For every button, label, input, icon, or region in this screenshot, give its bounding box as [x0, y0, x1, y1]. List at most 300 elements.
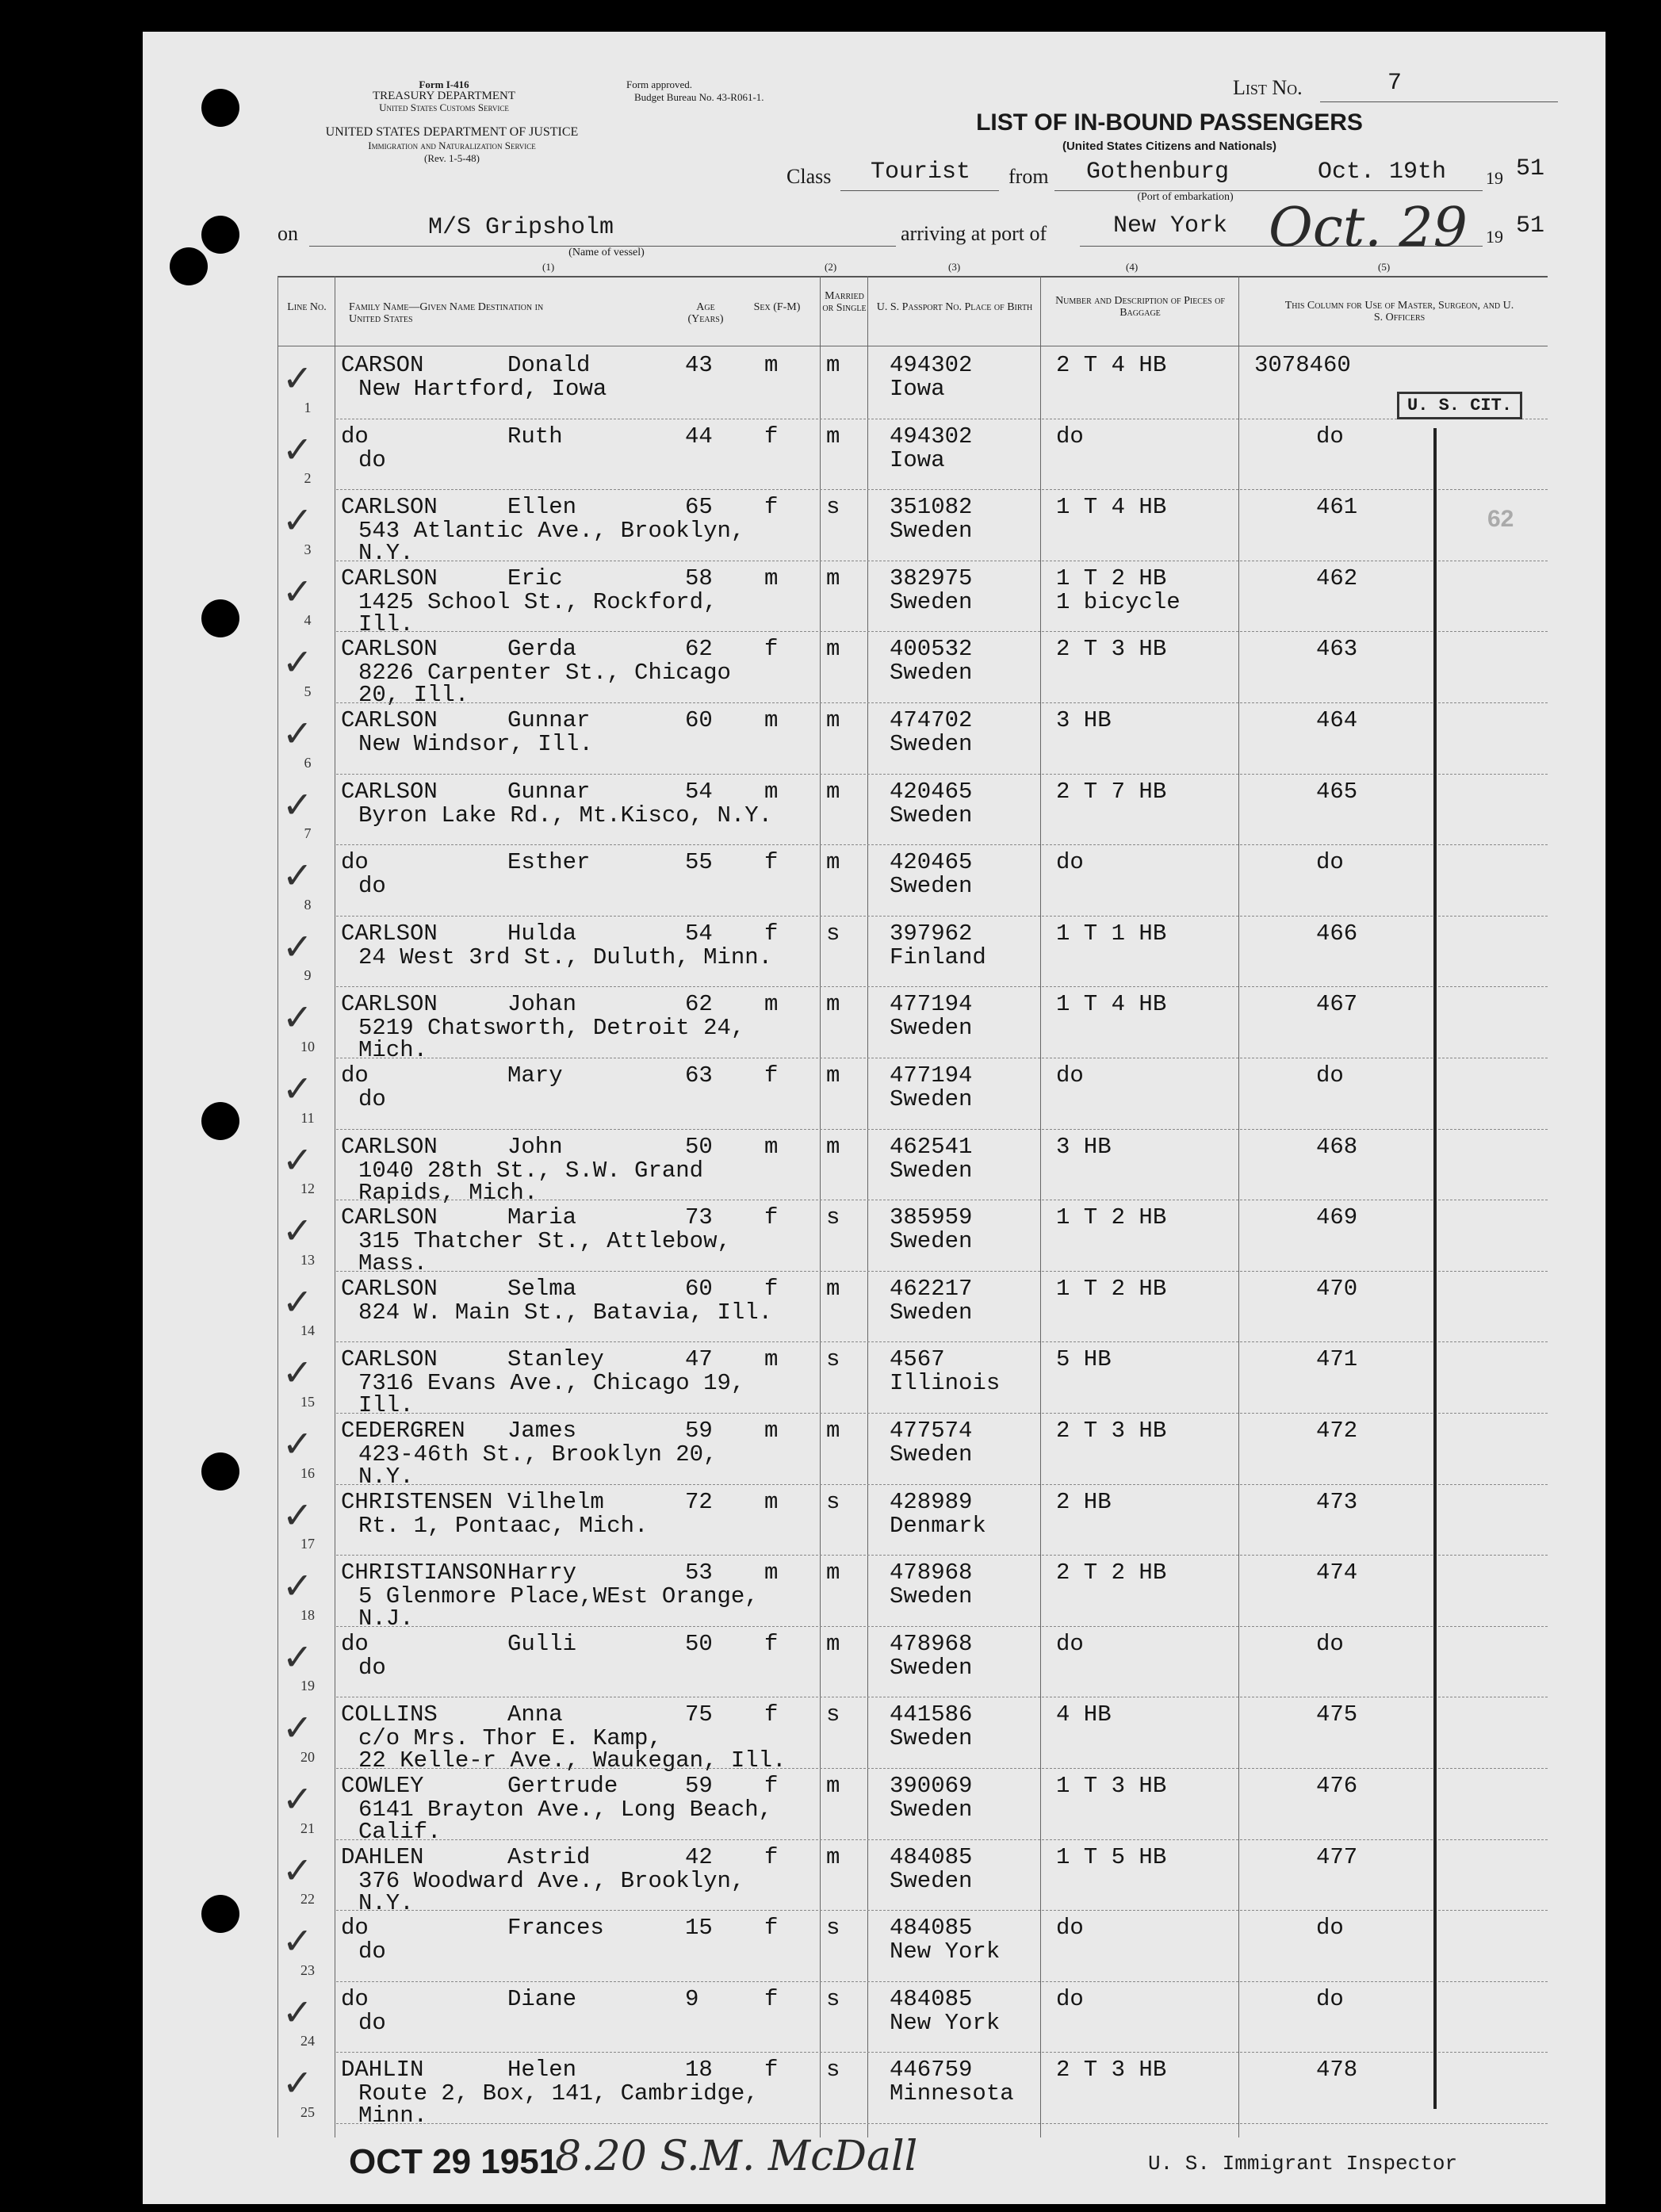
baggage-extra: 1 bicycle [1056, 588, 1181, 615]
destination-line1: Rt. 1, Pontaac, Mich. [358, 1512, 649, 1539]
place-of-birth: Iowa [890, 376, 945, 402]
sex: m [764, 1488, 779, 1515]
age: 9 [685, 1985, 699, 2012]
place-of-birth: Sweden [890, 1797, 973, 1823]
given-name: Mary [507, 1062, 563, 1089]
destination-line1: do [358, 1086, 386, 1112]
check-mark-icon: ✓ [282, 1919, 313, 1963]
place-of-birth: Sweden [890, 1441, 973, 1468]
from-rule [1054, 190, 1483, 191]
check-mark-icon: ✓ [282, 641, 313, 684]
passport-no: 474702 [890, 707, 973, 733]
destination-line1: 5 Glenmore Place,WEst Orange, [358, 1583, 759, 1610]
class-label: Class [786, 165, 832, 188]
sex: f [764, 849, 779, 876]
col-header-baggage: Number and Description of Pieces of Baggage [1055, 295, 1225, 319]
sex: m [764, 352, 779, 378]
family-name: CARLSON [341, 707, 438, 733]
place-of-birth: New York [890, 2009, 1001, 2036]
page-title: LIST OF IN-BOUND PASSENGERS [976, 109, 1363, 136]
place-of-birth: Sweden [890, 1015, 973, 1042]
destination-line1: 1040 28th St., S.W. Grand [358, 1157, 704, 1184]
age: 15 [685, 1915, 713, 1942]
destination-line1: New Windsor, Ill. [358, 731, 593, 757]
passport-no: 441586 [890, 1701, 973, 1728]
baggage: 3 HB [1056, 707, 1112, 733]
line-number: 14 [300, 1322, 315, 1339]
destination-line1: 6141 Brayton Ave., Long Beach, [358, 1797, 773, 1823]
passport-no: 478968 [890, 1559, 973, 1586]
place-of-birth: Sweden [890, 518, 973, 545]
baggage: 1 T 2 HB [1056, 1204, 1167, 1231]
line-number: 2 [304, 470, 312, 487]
place-of-birth: Sweden [890, 1654, 973, 1681]
date-stamp: OCT 29 1951 [349, 2142, 559, 2181]
marital-status: m [826, 423, 840, 450]
family-name: CEDERGREN [341, 1418, 465, 1444]
baggage: 2 HB [1056, 1488, 1112, 1515]
check-mark-icon: ✓ [282, 1635, 313, 1678]
destination-line1: 315 Thatcher St., Attlebow, [358, 1228, 731, 1255]
officer-note: 476 [1316, 1773, 1358, 1799]
sex: m [764, 1346, 779, 1373]
row-divider [336, 702, 1548, 703]
place-of-birth: Sweden [890, 1086, 973, 1112]
baggage: 2 T 3 HB [1056, 2057, 1167, 2084]
family-name: do [341, 1985, 369, 2012]
place-of-birth: Illinois [890, 1370, 1001, 1397]
us-cit-stamp: U. S. CIT. [1397, 392, 1522, 419]
age: 58 [685, 564, 713, 591]
sex: f [764, 1204, 779, 1231]
destination-line2: Calif. [358, 1819, 442, 1845]
passport-no: 477574 [890, 1418, 973, 1444]
baggage: do [1056, 1985, 1084, 2012]
officer-note: do [1316, 423, 1344, 450]
sex: f [764, 2057, 779, 2084]
col-divider [277, 276, 278, 2137]
list-no-value: 7 [1387, 70, 1403, 97]
sex: f [764, 1275, 779, 1302]
passport-no: 400532 [890, 636, 973, 663]
row-divider [336, 1484, 1548, 1485]
age: 53 [685, 1559, 713, 1586]
list-no-label: List No. [1233, 76, 1303, 99]
destination-line2: Mass. [358, 1250, 428, 1277]
year-prefix: 19 [1486, 168, 1503, 188]
family-name: do [341, 1062, 369, 1089]
destination-line2: Ill. [358, 1392, 414, 1419]
sex: f [764, 1062, 779, 1089]
col-num: (5) [1378, 261, 1391, 273]
passport-no: 385959 [890, 1204, 973, 1231]
marital-status: s [826, 1701, 840, 1728]
punch-hole [201, 1102, 239, 1140]
age: 60 [685, 707, 713, 733]
place-of-birth: Sweden [890, 1867, 973, 1894]
age: 63 [685, 1062, 713, 1089]
officer-note: 467 [1316, 991, 1358, 1018]
destination-line1: Route 2, Box, 141, Cambridge, [358, 2080, 759, 2107]
destination-line2: N.Y. [358, 1889, 414, 1916]
baggage: 1 T 5 HB [1056, 1843, 1167, 1870]
family-name: COWLEY [341, 1773, 424, 1799]
officer-note: 463 [1316, 636, 1358, 663]
line-number: 8 [304, 896, 312, 913]
officer-note: 465 [1316, 778, 1358, 805]
marital-status: m [826, 1843, 840, 1870]
destination-line2: Rapids, Mich. [358, 1179, 538, 1206]
passport-no: 446759 [890, 2057, 973, 2084]
age: 18 [685, 2057, 713, 2084]
given-name: Eric [507, 564, 563, 591]
age: 62 [685, 636, 713, 663]
row-divider [336, 1271, 1548, 1272]
col-header-age: Age (Years) [687, 301, 724, 325]
given-name: Astrid [507, 1843, 591, 1870]
marital-status: s [826, 1346, 840, 1373]
sex: f [764, 1773, 779, 1799]
officer-note: 478 [1316, 2057, 1358, 2084]
line-number: 17 [300, 1536, 315, 1552]
given-name: Selma [507, 1275, 577, 1302]
place-of-birth: Sweden [890, 660, 973, 687]
marital-status: m [826, 636, 840, 663]
family-name: CARLSON [341, 636, 438, 663]
family-name: CARLSON [341, 494, 438, 521]
age: 43 [685, 352, 713, 378]
given-name: Vilhelm [507, 1488, 604, 1515]
marital-status: m [826, 1630, 840, 1657]
sex: f [764, 1915, 779, 1942]
row-divider [336, 1626, 1548, 1627]
check-mark-icon: ✓ [282, 1351, 313, 1395]
given-name: Donald [507, 352, 591, 378]
baggage: 2 T 4 HB [1056, 352, 1167, 378]
destination-line1: 423-46th St., Brooklyn 20, [358, 1441, 718, 1468]
place-of-birth: Sweden [890, 1157, 973, 1184]
col-num: (4) [1126, 261, 1139, 273]
marital-status: m [826, 1275, 840, 1302]
baggage: 3 HB [1056, 1133, 1112, 1160]
sex: f [764, 1701, 779, 1728]
row-divider [336, 1341, 1548, 1342]
place-of-birth: New York [890, 1938, 1001, 1965]
destination-line1: 1425 School St., Rockford, [358, 588, 718, 615]
sex: m [764, 1559, 779, 1586]
col-num: (3) [948, 261, 961, 273]
check-mark-icon: ✓ [282, 1706, 313, 1750]
family-name: DAHLEN [341, 1843, 424, 1870]
given-name: Frances [507, 1915, 604, 1942]
given-name: Gunnar [507, 707, 591, 733]
destination-line1: 24 West 3rd St., Duluth, Minn. [358, 943, 773, 970]
place-of-birth: Finland [890, 943, 986, 970]
row-divider [336, 1413, 1548, 1414]
officer-note: 464 [1316, 707, 1358, 733]
destination-line1: c/o Mrs. Thor E. Kamp, [358, 1725, 662, 1752]
passport-no: 477194 [890, 1062, 973, 1089]
margin-number: 62 [1487, 506, 1514, 532]
line-number: 11 [300, 1109, 315, 1126]
form-number: Form I-416 [419, 78, 469, 90]
embark-caption: (Port of embarkation) [1137, 191, 1234, 203]
destination-line1: do [358, 1938, 386, 1965]
destination-line1: do [358, 446, 386, 473]
budget-bureau: Budget Bureau No. 43-R061-1. [634, 91, 764, 103]
sex: f [764, 1985, 779, 2012]
row-divider [336, 774, 1548, 775]
officer-note: 462 [1316, 564, 1358, 591]
destination-line1: 7316 Evans Ave., Chicago 19, [358, 1370, 745, 1397]
baggage: 4 HB [1056, 1701, 1112, 1728]
given-name: Gunnar [507, 778, 591, 805]
place-of-birth: Denmark [890, 1512, 986, 1539]
family-name: do [341, 849, 369, 876]
family-name: CARLSON [341, 1275, 438, 1302]
col-header-name: Family Name—Given Name Destination in United States [349, 301, 544, 325]
check-mark-icon: ✓ [282, 1564, 313, 1608]
passport-no: 390069 [890, 1773, 973, 1799]
passport-no: 351082 [890, 494, 973, 521]
punch-hole [170, 247, 208, 285]
marital-status: m [826, 778, 840, 805]
destination-line1: do [358, 873, 386, 900]
marital-status: s [826, 1985, 840, 2012]
destination-line2: Minn. [358, 2103, 428, 2130]
destination-line1: 376 Woodward Ave., Brooklyn, [358, 1867, 745, 1894]
line-number: 5 [304, 683, 312, 699]
given-name: Hulda [507, 920, 577, 947]
age: 59 [685, 1773, 713, 1799]
baggage: 1 T 4 HB [1056, 494, 1167, 521]
col-divider [867, 276, 868, 2137]
line-number: 3 [304, 541, 312, 557]
row-divider [336, 986, 1548, 987]
officer-note: 477 [1316, 1843, 1358, 1870]
class-rule [840, 190, 999, 191]
passport-no: 478968 [890, 1630, 973, 1657]
passport-no: 477194 [890, 991, 973, 1018]
baggage: 5 HB [1056, 1346, 1112, 1373]
sex: f [764, 1843, 779, 1870]
given-name: Ruth [507, 423, 563, 450]
family-name: CHRISTENSEN [341, 1488, 493, 1515]
check-mark-icon: ✓ [282, 499, 313, 542]
sex: f [764, 423, 779, 450]
baggage: 2 T 7 HB [1056, 778, 1167, 805]
sex: m [764, 1133, 779, 1160]
check-mark-icon: ✓ [282, 1067, 313, 1110]
marital-status: m [826, 849, 840, 876]
line-number: 9 [304, 967, 312, 984]
age: 55 [685, 849, 713, 876]
line-number: 7 [304, 825, 312, 842]
check-mark-icon: ✓ [282, 996, 313, 1039]
officer-note: 475 [1316, 1701, 1358, 1728]
age: 42 [685, 1843, 713, 1870]
class-value: Tourist [871, 159, 971, 186]
line-number: 13 [300, 1251, 315, 1268]
table-top-rule [277, 276, 1548, 277]
marital-status: m [826, 1062, 840, 1089]
destination-line2: Ill. [358, 610, 414, 637]
line-number: 4 [304, 612, 312, 629]
place-of-birth: Minnesota [890, 2080, 1014, 2107]
officer-note: do [1316, 1630, 1344, 1657]
place-of-birth: Sweden [890, 1228, 973, 1255]
treasury-dept: TREASURY DEPARTMENT [372, 90, 516, 102]
check-mark-icon: ✓ [282, 1990, 313, 2034]
marital-status: m [826, 1418, 840, 1444]
baggage: do [1056, 849, 1084, 876]
sex: m [764, 778, 779, 805]
officer-note: 473 [1316, 1488, 1358, 1515]
row-divider [336, 916, 1548, 917]
punch-hole [201, 1452, 239, 1491]
sex: m [764, 707, 779, 733]
arriving-label: arriving at port of [901, 222, 1047, 245]
marital-status: m [826, 1559, 840, 1586]
check-mark-icon: ✓ [282, 357, 313, 400]
vessel-name: M/S Gripsholm [428, 214, 614, 241]
line-number: 20 [300, 1749, 315, 1765]
revision: (Rev. 1-5-48) [424, 152, 480, 164]
col-header-line: Line No. [287, 301, 327, 313]
col-num: (1) [542, 261, 555, 273]
row-divider [336, 2052, 1548, 2053]
passport-no: 462541 [890, 1133, 973, 1160]
officer-note: 466 [1316, 920, 1358, 947]
us-cit-bracket-line [1433, 428, 1437, 2109]
officer-note: 470 [1316, 1275, 1358, 1302]
year2-value: 51 [1516, 212, 1545, 239]
officer-note: do [1316, 1062, 1344, 1089]
on-label: on [277, 222, 298, 245]
sex: m [764, 991, 779, 1018]
ins: Immigration and Naturalization Service [368, 140, 536, 151]
given-name: Helen [507, 2057, 577, 2084]
destination-line2: 22 Kelle-r Ave., Waukegan, Ill. [358, 1747, 786, 1774]
baggage: 1 T 3 HB [1056, 1773, 1167, 1799]
marital-status: s [826, 494, 840, 521]
passport-no: 4567 [890, 1346, 945, 1373]
punch-hole [201, 599, 239, 637]
line-number: 12 [300, 1181, 315, 1197]
age: 50 [685, 1133, 713, 1160]
place-of-birth: Sweden [890, 873, 973, 900]
given-name: Gerda [507, 636, 577, 663]
sex: f [764, 1630, 779, 1657]
line-number: 16 [300, 1464, 315, 1481]
age: 54 [685, 778, 713, 805]
passport-no: 397962 [890, 920, 973, 947]
line-number: 23 [300, 1961, 315, 1978]
place-of-birth: Sweden [890, 1583, 973, 1610]
baggage: 2 T 3 HB [1056, 1418, 1167, 1444]
given-name: Maria [507, 1204, 577, 1231]
passport-no: 484085 [890, 1843, 973, 1870]
officer-note: 468 [1316, 1133, 1358, 1160]
officer-note: 472 [1316, 1418, 1358, 1444]
age: 62 [685, 991, 713, 1018]
row-divider [336, 844, 1548, 845]
punch-hole [201, 216, 239, 254]
sex: f [764, 636, 779, 663]
col-header-sex: Sex (F-M) [753, 301, 801, 313]
given-name: Johan [507, 991, 577, 1018]
check-mark-icon: ✓ [282, 1493, 313, 1537]
col-header-passport: U. S. Passport No. Place of Birth [876, 301, 1033, 313]
baggage: 1 T 1 HB [1056, 920, 1167, 947]
sex: m [764, 564, 779, 591]
age: 60 [685, 1275, 713, 1302]
line-number: 18 [300, 1606, 315, 1623]
given-name: Ellen [507, 494, 577, 521]
punch-hole [201, 89, 239, 127]
given-name: Esther [507, 849, 591, 876]
marital-status: m [826, 991, 840, 1018]
place-of-birth: Sweden [890, 1299, 973, 1326]
family-name: do [341, 423, 369, 450]
age: 50 [685, 1630, 713, 1657]
place-of-birth: Iowa [890, 446, 945, 473]
given-name: John [507, 1133, 563, 1160]
row-divider [336, 1768, 1548, 1769]
destination-line1: New Hartford, Iowa [358, 376, 607, 402]
sex: m [764, 1418, 779, 1444]
marital-status: s [826, 2057, 840, 2084]
check-mark-icon: ✓ [282, 1209, 313, 1253]
year2-prefix: 19 [1486, 227, 1503, 247]
baggage: do [1056, 1062, 1084, 1089]
sex: f [764, 494, 779, 521]
baggage: 2 T 3 HB [1056, 636, 1167, 663]
age: 75 [685, 1701, 713, 1728]
passport-no: 494302 [890, 352, 973, 378]
line-number: 6 [304, 754, 312, 771]
punch-hole [201, 1895, 239, 1933]
baggage: do [1056, 423, 1084, 450]
inspector-caption: U. S. Immigrant Inspector [1148, 2152, 1458, 2176]
age: 54 [685, 920, 713, 947]
passport-no: 484085 [890, 1915, 973, 1942]
marital-status: m [826, 352, 840, 378]
family-name: do [341, 1915, 369, 1942]
destination-line1: 5219 Chatsworth, Detroit 24, [358, 1015, 745, 1042]
check-mark-icon: ✓ [282, 1778, 313, 1820]
given-name: Gulli [507, 1630, 577, 1657]
family-name: CARLSON [341, 920, 438, 947]
vessel-caption: (Name of vessel) [568, 247, 645, 258]
age: 59 [685, 1418, 713, 1444]
row-divider [336, 1981, 1548, 1982]
family-name: CARSON [341, 352, 424, 378]
destination-line1: 824 W. Main St., Batavia, Ill. [358, 1299, 773, 1326]
marital-status: s [826, 1488, 840, 1515]
officer-note: 471 [1316, 1346, 1358, 1373]
family-name: CHRISTIANSON [341, 1559, 507, 1586]
check-mark-icon: ✓ [282, 1138, 313, 1181]
family-name: CARLSON [341, 1204, 438, 1231]
col-header-officers: This Column for Use of Master, Surgeon, and U. S. Officers [1284, 300, 1514, 323]
customs-service: United States Customs Service [379, 101, 509, 113]
age: 72 [685, 1488, 713, 1515]
destination-line2: 20, Ill. [358, 682, 469, 709]
age: 73 [685, 1204, 713, 1231]
officer-note: 3078460 [1254, 352, 1351, 378]
col-num: (2) [825, 261, 837, 273]
